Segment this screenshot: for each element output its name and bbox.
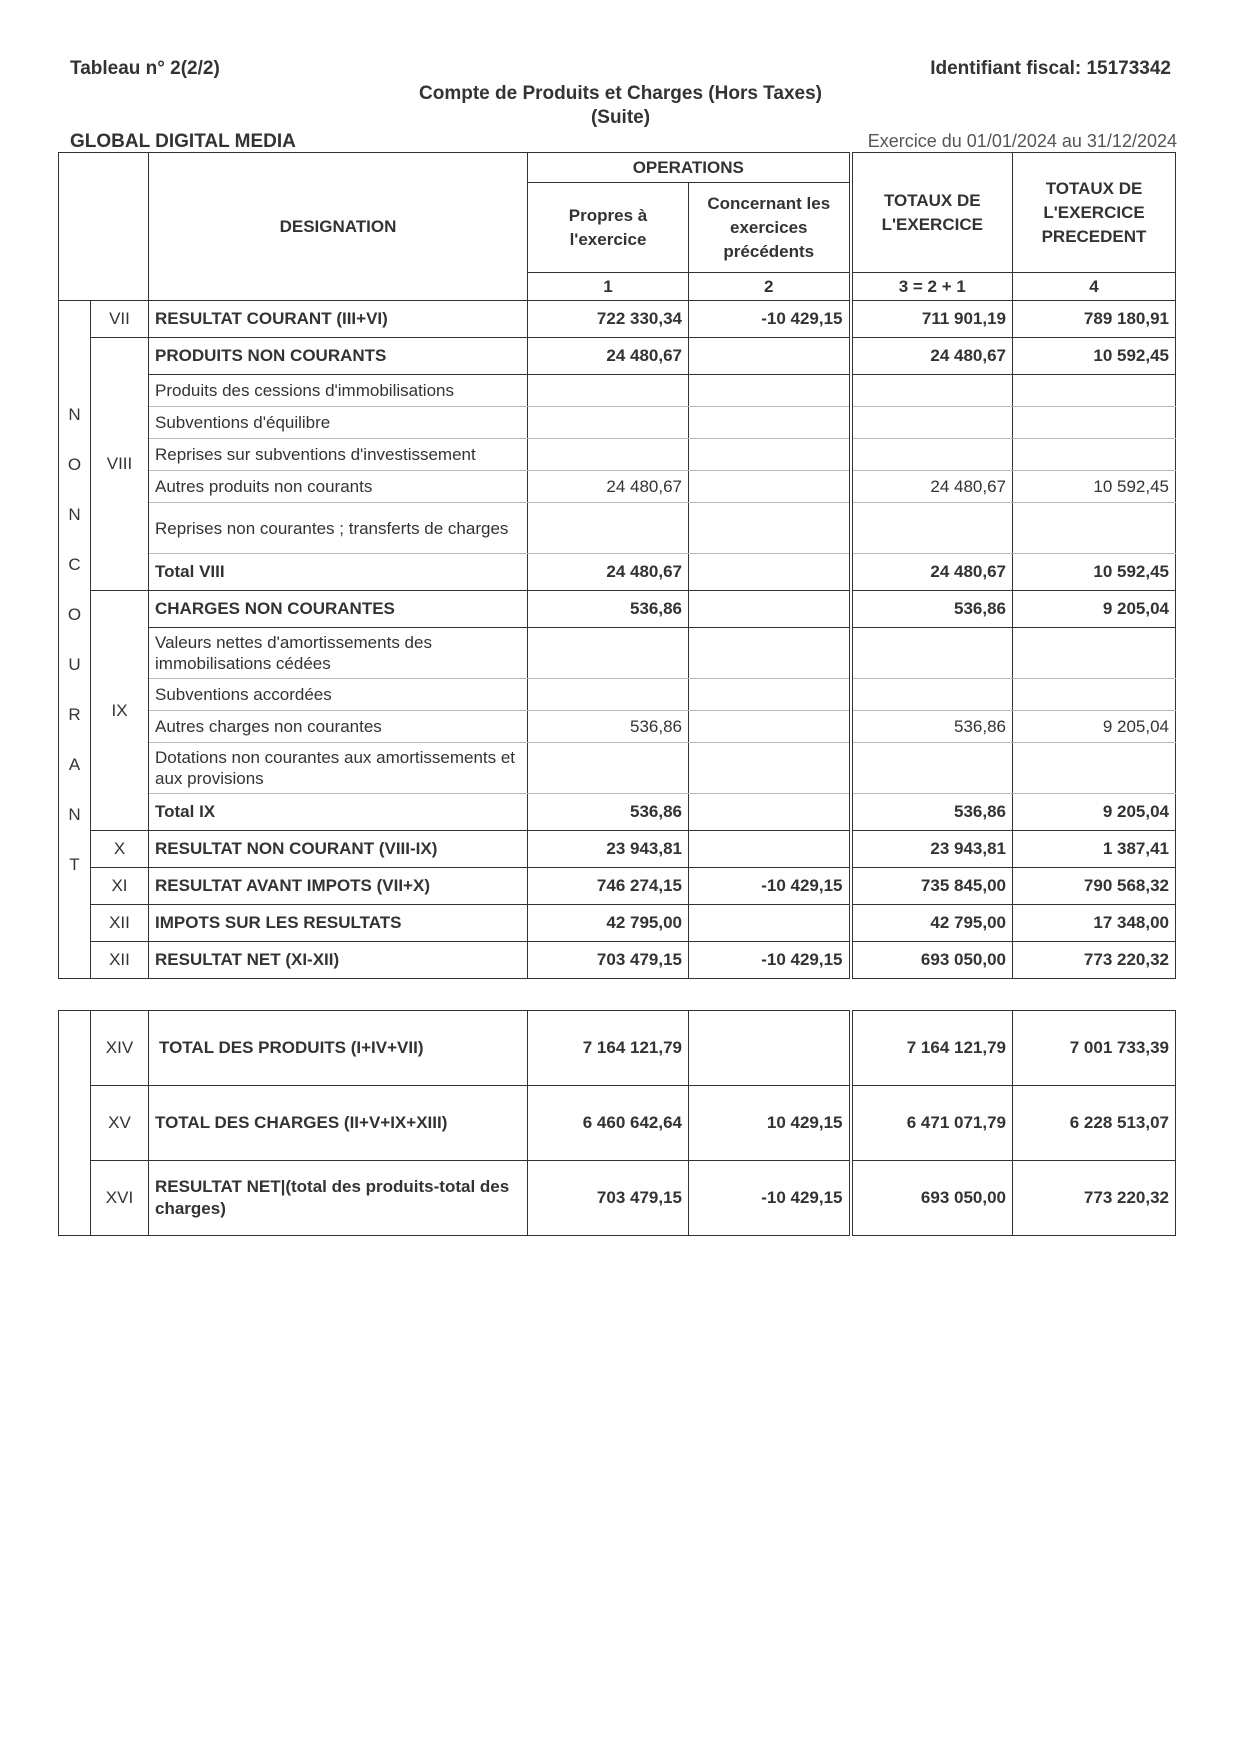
page-title [0, 82, 1241, 130]
cell-col1 [528, 628, 689, 679]
row-label: TOTAL DES CHARGES (II+V+IX+XIII) [149, 1086, 528, 1161]
cell-col2 [689, 554, 851, 591]
cell-col3: 536,86 [851, 794, 1013, 831]
cell-col2 [689, 794, 851, 831]
cell-col2 [689, 743, 851, 794]
side-letter: O [67, 604, 82, 624]
cell-col2 [689, 439, 851, 471]
totals-side-blank [59, 1011, 91, 1236]
cell-col1: 703 479,15 [528, 1161, 689, 1236]
cell-col1: 746 274,15 [528, 868, 689, 905]
cell-col2: -10 429,15 [689, 301, 851, 338]
cell-col4 [1013, 743, 1176, 794]
row-label: CHARGES NON COURANTES [149, 591, 528, 628]
table-row [59, 471, 1176, 503]
row-label: Reprises non courantes ; transferts de charges [149, 503, 528, 554]
cell-col2 [689, 831, 851, 868]
cell-col1 [528, 375, 689, 407]
side-letter: O [67, 454, 82, 474]
row-label: RESULTAT NON COURANT (VIII-IX) [149, 831, 528, 868]
row-roman: XII [91, 942, 149, 979]
cell-col4: 10 592,45 [1013, 554, 1176, 591]
table-row [59, 831, 1176, 868]
cell-col4: 17 348,00 [1013, 905, 1176, 942]
side-letter: T [69, 854, 80, 874]
row-label: RESULTAT NET|(total des produits-total des charges) [149, 1161, 528, 1236]
table-row [59, 439, 1176, 471]
col1-header: Propres à l'exercice [528, 183, 689, 273]
row-roman: XIV [91, 1011, 149, 1086]
cell-col1: 24 480,67 [528, 554, 689, 591]
cell-col4: 7 001 733,39 [1013, 1011, 1176, 1086]
cell-col1 [528, 679, 689, 711]
row-label: Total IX [149, 794, 528, 831]
cell-col1: 7 164 121,79 [528, 1011, 689, 1086]
cell-col3 [851, 743, 1013, 794]
row-roman: XVI [91, 1161, 149, 1236]
fiscal-id: Identifiant fiscal: 15173342 [930, 58, 1171, 79]
col2-number: 2 [689, 273, 851, 301]
side-letter: U [68, 654, 81, 674]
company-name: GLOBAL DIGITAL MEDIA [70, 131, 296, 152]
cell-col3 [851, 375, 1013, 407]
cell-col2 [689, 338, 851, 375]
table-row [59, 301, 1176, 338]
row-roman: VIII [91, 338, 149, 591]
row-label: RESULTAT NET (XI-XII) [149, 942, 528, 979]
row-label: RESULTAT COURANT (III+VI) [149, 301, 528, 338]
row-label: Reprises sur subventions d'investissement [149, 439, 528, 471]
cell-col3: 7 164 121,79 [851, 1011, 1013, 1086]
cell-col3 [851, 407, 1013, 439]
cell-col4: 10 592,45 [1013, 471, 1176, 503]
cell-col3 [851, 439, 1013, 471]
cell-col1: 6 460 642,64 [528, 1086, 689, 1161]
cell-col4 [1013, 407, 1176, 439]
row-roman: XI [91, 868, 149, 905]
table-row [59, 679, 1176, 711]
cell-col3: 6 471 071,79 [851, 1086, 1013, 1161]
side-letter: A [68, 754, 81, 774]
cell-col2: 10 429,15 [689, 1086, 851, 1161]
table-row [59, 905, 1176, 942]
table-row [59, 942, 1176, 979]
cell-col3: 24 480,67 [851, 338, 1013, 375]
cell-col1: 42 795,00 [528, 905, 689, 942]
cell-col4: 6 228 513,07 [1013, 1086, 1176, 1161]
cell-col4 [1013, 503, 1176, 554]
row-roman: VII [91, 301, 149, 338]
cell-col3: 693 050,00 [851, 1161, 1013, 1236]
table-row [59, 554, 1176, 591]
col1-number: 1 [528, 273, 689, 301]
cell-col2: -10 429,15 [689, 942, 851, 979]
cell-col3 [851, 679, 1013, 711]
side-letter: N [68, 804, 81, 824]
fiscal-period: Exercice du 01/01/2024 au 31/12/2024 [867, 131, 1177, 151]
col3-number: 3 = 2 + 1 [851, 273, 1013, 301]
totals-table [58, 1010, 1176, 1236]
cell-col2 [689, 375, 851, 407]
cell-col2 [689, 591, 851, 628]
row-label: RESULTAT AVANT IMPOTS (VII+X) [149, 868, 528, 905]
side-letter: R [68, 704, 81, 724]
table-row [59, 1161, 1176, 1236]
cell-col4: 1 387,41 [1013, 831, 1176, 868]
cell-col2 [689, 471, 851, 503]
cell-col2 [689, 407, 851, 439]
col3-header: TOTAUX DE L'EXERCICE [851, 153, 1013, 273]
cell-col1: 703 479,15 [528, 942, 689, 979]
row-label: Autres produits non courants [149, 471, 528, 503]
cell-col4: 9 205,04 [1013, 794, 1176, 831]
row-roman: XII [91, 905, 149, 942]
cell-col1: 23 943,81 [528, 831, 689, 868]
table-row [59, 407, 1176, 439]
cell-col1: 24 480,67 [528, 338, 689, 375]
side-letter: N [68, 404, 81, 424]
cell-col3: 735 845,00 [851, 868, 1013, 905]
cell-col4 [1013, 375, 1176, 407]
side-letter: C [68, 554, 81, 574]
cell-col2 [689, 1011, 851, 1086]
row-label: Autres charges non courantes [149, 711, 528, 743]
row-roman: XV [91, 1086, 149, 1161]
cell-col3: 42 795,00 [851, 905, 1013, 942]
cell-col4: 9 205,04 [1013, 711, 1176, 743]
cell-col4: 789 180,91 [1013, 301, 1176, 338]
non-courant-side-label [59, 301, 91, 979]
cell-col1: 722 330,34 [528, 301, 689, 338]
table-row [59, 711, 1176, 743]
table-row [59, 743, 1176, 794]
cell-col2 [689, 503, 851, 554]
row-label: Subventions accordées [149, 679, 528, 711]
row-label: Valeurs nettes d'amortissements des immobilisations cédées [149, 628, 528, 679]
row-label: TOTAL DES PRODUITS (I+IV+VII) [149, 1011, 528, 1086]
cell-col3: 24 480,67 [851, 554, 1013, 591]
cell-col2 [689, 679, 851, 711]
row-label: Produits des cessions d'immobilisations [149, 375, 528, 407]
row-roman: X [91, 831, 149, 868]
cell-col3: 693 050,00 [851, 942, 1013, 979]
row-label: PRODUITS NON COURANTS [149, 338, 528, 375]
table-row [59, 868, 1176, 905]
row-label: IMPOTS SUR LES RESULTATS [149, 905, 528, 942]
cell-col1 [528, 407, 689, 439]
cell-col4: 9 205,04 [1013, 591, 1176, 628]
cell-col3: 24 480,67 [851, 471, 1013, 503]
table-row [59, 375, 1176, 407]
row-label: Subventions d'équilibre [149, 407, 528, 439]
cell-col4 [1013, 679, 1176, 711]
cell-col1 [528, 743, 689, 794]
table-row [59, 794, 1176, 831]
cell-col1: 24 480,67 [528, 471, 689, 503]
cell-col1 [528, 503, 689, 554]
row-label: Dotations non courantes aux amortissements et aux provisions [149, 743, 528, 794]
cell-col4: 773 220,32 [1013, 942, 1176, 979]
title-line-1: Compte de Produits et Charges (Hors Taxes) [419, 83, 822, 104]
cell-col4: 10 592,45 [1013, 338, 1176, 375]
col2-header: Concernant les exercices précédents [689, 183, 851, 273]
table-row [59, 628, 1176, 679]
cell-col2: -10 429,15 [689, 1161, 851, 1236]
col4-header: TOTAUX DE L'EXERCICE PRECEDENT [1013, 153, 1176, 273]
side-letter: N [68, 504, 81, 524]
table-row [59, 503, 1176, 554]
cell-col3 [851, 628, 1013, 679]
title-line-2: (Suite) [590, 107, 651, 128]
cell-col1: 536,86 [528, 591, 689, 628]
cell-col3: 711 901,19 [851, 301, 1013, 338]
col4-number: 4 [1013, 273, 1176, 301]
table-row [59, 1086, 1176, 1161]
cell-col3: 536,86 [851, 591, 1013, 628]
cell-col3: 536,86 [851, 711, 1013, 743]
cell-col2: -10 429,15 [689, 868, 851, 905]
tableau-number: Tableau n° 2(2/2) [70, 58, 220, 79]
cell-col2 [689, 905, 851, 942]
cell-col1: 536,86 [528, 711, 689, 743]
cell-col3 [851, 503, 1013, 554]
cell-col2 [689, 711, 851, 743]
table-row [59, 1011, 1176, 1086]
designation-header: DESIGNATION [149, 153, 528, 301]
cell-col4 [1013, 439, 1176, 471]
cell-col4 [1013, 628, 1176, 679]
cell-col4: 773 220,32 [1013, 1161, 1176, 1236]
table-row [59, 591, 1176, 628]
table-row [59, 338, 1176, 375]
header-blank [59, 153, 149, 301]
main-table [58, 152, 1176, 979]
cell-col1 [528, 439, 689, 471]
cell-col3: 23 943,81 [851, 831, 1013, 868]
cell-col2 [689, 628, 851, 679]
cell-col1: 536,86 [528, 794, 689, 831]
operations-header: OPERATIONS [528, 153, 851, 183]
row-label: Total VIII [149, 554, 528, 591]
row-roman: IX [91, 591, 149, 831]
cell-col4: 790 568,32 [1013, 868, 1176, 905]
